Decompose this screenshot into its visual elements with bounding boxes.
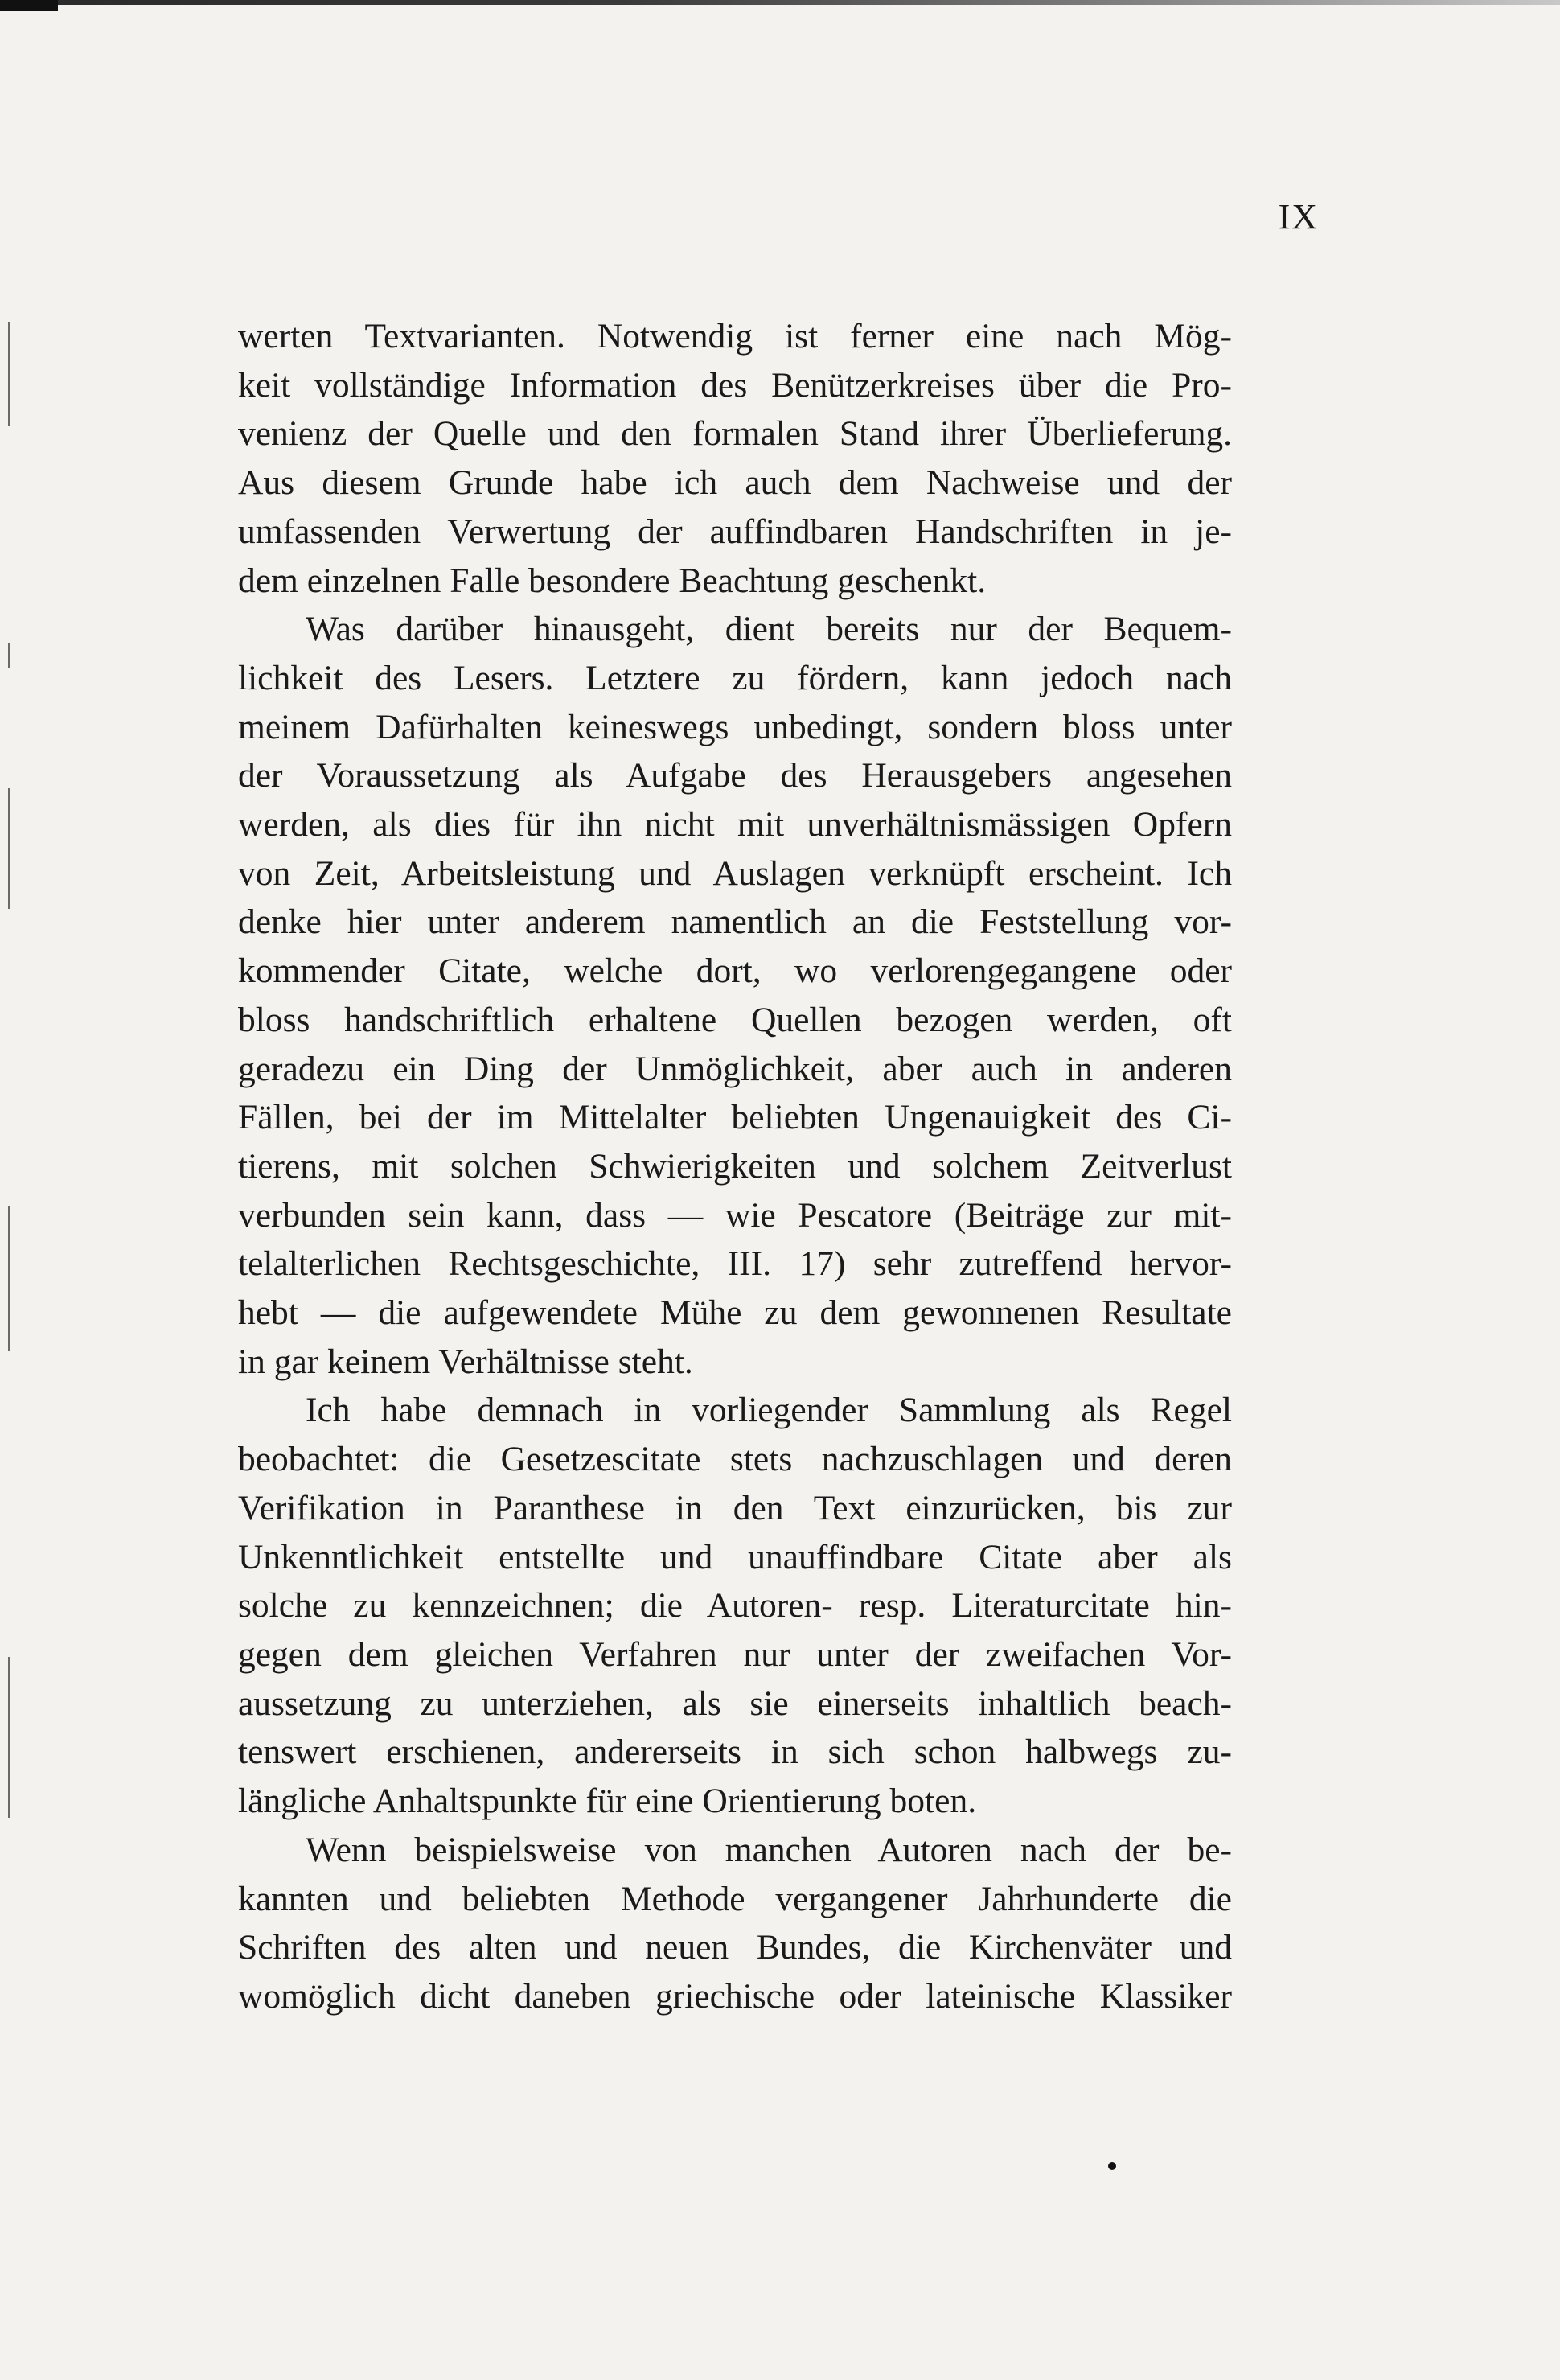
text-line: venienz der Quelle und den formalen Stand ihrer Überlieferung. (238, 414, 1232, 454)
text-line: keit vollständige Information des Benützerkreises über die Pro- (238, 365, 1232, 405)
text-line: beobachtet: die Gesetzescitate stets nachzuschlagen und deren (238, 1440, 1232, 1479)
ink-blot (0, 0, 58, 11)
text-line: Wenn beispielsweise von manchen Autoren nach der be- (306, 1830, 1232, 1869)
text-line: geradezu ein Ding der Unmöglichkeit, aber auch in anderen (238, 1049, 1232, 1088)
text-line: Unkenntlichkeit entstellte und unauffindbare Citate aber als (238, 1537, 1232, 1576)
paragraph-4 (238, 1826, 1232, 2021)
text-line: aussetzung zu unterziehen, als sie einerseits inhaltlich beach- (238, 1683, 1232, 1723)
text-line: tierens, mit solchen Schwierigkeiten und solchem Zeitverlust (238, 1146, 1232, 1186)
text-line: von Zeit, Arbeitsleistung und Auslagen verknüpft erscheint. Ich (238, 853, 1232, 893)
text-line: Fällen, bei der im Mittelalter beliebten Ungenauigkeit des Ci- (238, 1098, 1232, 1137)
paragraph-1 (238, 312, 1232, 605)
page-number: IX (1278, 197, 1319, 236)
ink-speck (1108, 2162, 1116, 2170)
text-line: werten Textvarianten. Notwendig ist ferner eine nach Mög- (238, 317, 1232, 356)
paragraph-3 (238, 1386, 1232, 1825)
text-line: bloss handschriftlich erhaltene Quellen bezogen werden, oft (238, 1000, 1232, 1039)
text-line: werden, als dies für ihn nicht mit unverhältnismässigen Opfern (238, 805, 1232, 845)
text-line: kannten und beliebten Methode vergangener Jahrhunderte die (238, 1879, 1232, 1918)
text-line: der Voraussetzung als Aufgabe des Herausgebers angesehen (238, 756, 1232, 795)
binding-marks (8, 306, 19, 1834)
text-line: womöglich dicht daneben griechische oder lateinische Klassiker (238, 1976, 1232, 2016)
text-line: denke hier unter anderem namentlich an die Feststellung vor- (238, 902, 1232, 942)
text-line: umfassenden Verwertung der auffindbaren Handschriften in je- (238, 512, 1232, 551)
paragraph-2 (238, 605, 1232, 1386)
text-line: hebt — die aufgewendete Mühe zu dem gewonnenen Resultate (238, 1293, 1232, 1333)
page-top-edge (0, 0, 1560, 5)
text-line: verbunden sein kann, dass — wie Pescatore (Beiträge zur mit- (238, 1195, 1232, 1235)
text-line: Verifikation in Paranthese in den Text einzurücken, bis zur (238, 1488, 1232, 1527)
text-line: meinem Dafürhalten keineswegs unbedingt, sondern bloss unter (238, 707, 1232, 746)
text-line: telalterlichen Rechtsgeschichte, III. 17) sehr zutreffend hervor- (238, 1244, 1232, 1284)
text-line: Ich habe demnach in vorliegender Sammlung als Regel (306, 1391, 1232, 1430)
text-line: tenswert erschienen, andererseits in sich schon halbwegs zu- (238, 1733, 1232, 1772)
text-line: dem einzelnen Falle besondere Beachtung geschenkt. (238, 561, 987, 600)
text-line: Was darüber hinausgeht, dient bereits nur der Bequem- (306, 610, 1232, 649)
text-line: kommender Citate, welche dort, wo verlorengegangene oder (238, 952, 1232, 991)
text-line: solche zu kennzeichnen; die Autoren- resp. Literaturcitate hin- (238, 1586, 1232, 1626)
text-line: in gar keinem Verhältnisse steht. (238, 1342, 693, 1381)
text-line: gegen dem gleichen Verfahren nur unter der zweifachen Vor- (238, 1634, 1232, 1674)
text-line: lichkeit des Lesers. Letztere zu fördern, kann jedoch nach (238, 658, 1232, 697)
text-line: Schriften des alten und neuen Bundes, die Kirchenväter und (238, 1928, 1232, 1967)
text-line: längliche Anhaltspunkte für eine Orientierung boten. (238, 1782, 977, 1821)
text-line: Aus diesem Grunde habe ich auch dem Nachweise und der (238, 463, 1232, 503)
body-text (238, 312, 1232, 2021)
